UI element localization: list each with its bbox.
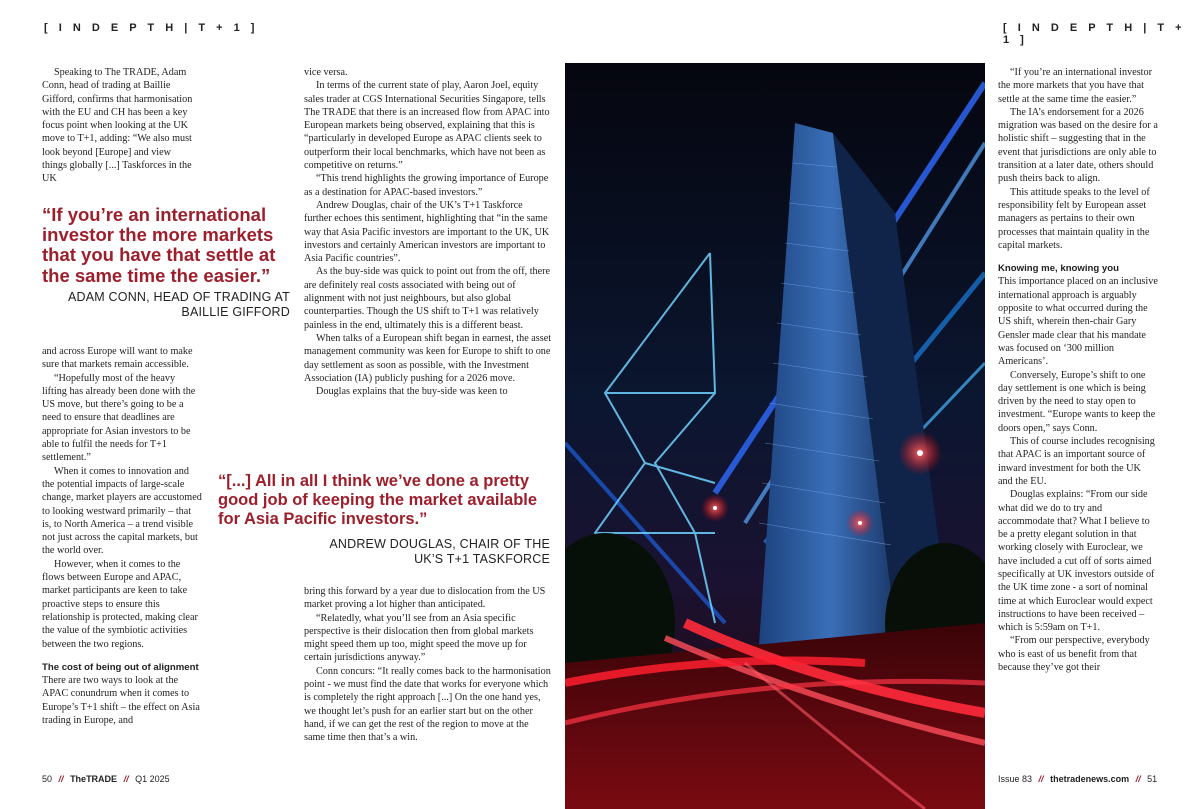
column-2-bottom xyxy=(304,585,552,745)
paragraph: In terms of the current state of play, Aaron Joel, equity sales trader at CGS International Securities Singapore, tells The TRADE that there is an increased flow from APAC into European markets being observed, explaining that this is “particularly in developed Europe as APAC clients seek to outperform their local benchmarks, which have not been as competitive on returns.” xyxy=(304,80,550,172)
footer-left xyxy=(42,774,170,784)
subheading-knowing-me: Knowing me, knowing you xyxy=(998,263,1119,275)
separator: // xyxy=(123,774,129,784)
paragraph: bring this forward by a year due to dislocation from the US market proving a lot higher than anticipated. xyxy=(304,586,546,611)
paragraph: Conn concurs: “It really comes back to the harmonisation point - we must find the date that works for everyone which is completely the right approach [...] On the one hand yes, we thought let’s push for an earlier start but on the other hand, if we can get the rest of the region to move at the same time then that’s a win. xyxy=(304,665,551,744)
paragraph: “Relatedly, what you’ll see from an Asia specific perspective is their dislocation then from global markets might speed them up too, might speed the move up for certain jurisdictions anyway.” xyxy=(304,612,534,664)
issue-number: Issue 83 xyxy=(998,774,1033,784)
pull-quote-conn: “If you’re an international investor the more markets that you have that settle at the same time the easier.” xyxy=(42,204,276,286)
separator: // xyxy=(58,774,64,784)
paragraph: When talks of a European shift began in earnest, the asset management community was keen for Europe to shift to one day settlement as soon as possible, with the Investment Association (IA) publicly pushing for a 2026 move. xyxy=(304,332,552,384)
column-3 xyxy=(998,66,1158,674)
paragraph: vice versa. xyxy=(304,67,348,78)
paragraph: However, when it comes to the flows between Europe and APAC, market participants are keen to take proactive steps to ensure this relationship is protected, making clear the value of the symbiotic activities between the two regions. xyxy=(42,558,198,650)
column-1-bottom xyxy=(42,345,202,727)
separator: // xyxy=(1135,774,1141,784)
paragraph: The IA’s endorsement for a 2026 migration was based on the desire for a holistic shift – suggesting that in the event that jurisdictions are only able to transition at a later date, others should push theirs back to align. xyxy=(998,106,1158,185)
paragraph: There are two ways to look at the APAC conundrum when it comes to Europe’s T+1 shift – the effect on Asia trading in Europe, and xyxy=(42,675,200,727)
paragraph: As the buy-side was quick to point out from the off, there are definitely real costs associated with being out of alignment with not just neighbours, but also global counterparties. Though the US shift to T+1 was relatively painless in the end, ultimately this is a different beast. xyxy=(304,266,551,331)
paragraph: Andrew Douglas, chair of the UK’s T+1 Taskforce further echoes this sentiment, highlighting that “in the same way that Asia Pacific investors are important to the UK, UK investors and certainly American investors are important to Asia Pacific countries”. xyxy=(304,199,550,265)
subheading-cost-of-alignment: The cost of being out of alignment xyxy=(42,661,199,673)
publication-name: TheTRADE xyxy=(70,774,118,784)
paragraph: Douglas explains that the buy-side was keen to xyxy=(316,386,508,398)
page-number: 50 xyxy=(42,774,53,784)
pull-quote-attribution-douglas: ANDREW DOUGLAS, CHAIR OF THE UK’S T+1 TASKFORCE xyxy=(329,537,550,566)
paragraph: “If you’re an international investor the more markets that you have that settle at the same time the easier.” xyxy=(998,67,1153,105)
column-2-top xyxy=(304,66,552,398)
cityscape-photo xyxy=(565,63,985,809)
pull-quote-douglas: “[...] All in all I think we’ve done a pretty good job of keeping the market available for Asia Pacific investors.” xyxy=(218,472,538,528)
section-tag-left: [ I N D E P T H | T + 1 ] xyxy=(44,22,259,34)
paragraph: “From our perspective, everybody who is east of us benefit from that because they’ve got their xyxy=(998,635,1150,674)
paragraph: This importance placed on an inclusive international approach is arguably opposite to what occurred during the US shift, wherein then-chair Gary Gensler made clear that his mandate was focused on ‘300 million Americans’. xyxy=(998,276,1158,368)
paragraph: Conversely, Europe’s shift to one day settlement is one which is being driven by the need to stay open to investment. “Europe wants to keep the doors open,” says Conn. xyxy=(998,369,1156,434)
website-link[interactable]: thetradenews.com xyxy=(1050,774,1130,784)
paragraph: This attitude speaks to the level of responsibility felt by European asset managers as pertains to their own processes that maintain quality in the capital markets. xyxy=(998,186,1150,251)
paragraph: When it comes to innovation and the potential impacts of large-scale change, market players are accustomed to looking westward primarily – that is, to North America – a trend visible not just across the capital markets, but the world over. xyxy=(42,465,202,557)
section-tag-right: [ I N D E P T H | T + 1 ] xyxy=(1003,22,1186,46)
issue-date: Q1 2025 xyxy=(135,774,170,784)
page-number: 51 xyxy=(1147,774,1158,784)
paragraph: “Hopefully most of the heavy lifting has already been done with the US move, but there’s going to be a need to ensure that deadlines are appropriate for Asian investors to be able to fulfil the needs for T+1 settlement.” xyxy=(42,372,196,464)
paragraph: Speaking to The TRADE, Adam Conn, head of trading at Baillie Gifford, confirms that harmonisation with the EU and CH has been a key focus point when looking at the UK move to T+1, adding: “We also must look beyond [Europe] and view things globally [...] Taskforces in the UK xyxy=(42,67,193,185)
footer-right xyxy=(998,774,1157,784)
paragraph: and across Europe will want to make sure that markets remain accessible. xyxy=(42,346,193,371)
separator: // xyxy=(1038,774,1044,784)
paragraph: “This trend highlights the growing importance of Europe as a destination for APAC-based investors.” xyxy=(304,173,549,198)
paragraph: This of course includes recognising that APAC is an important source of inward investment for both the UK and the EU. xyxy=(998,436,1155,487)
paragraph: Douglas explains: “From our side what did we do to try and accommodate that? What I believe to be a pretty elegant solution in that working closely with Euroclear, we have included a cut off of sorts aimed specifically at UK investors outside of the UK time zone - a sort of nominal time at which Euroclear would expect instructions to have been received – which is 5:59am on T+1. xyxy=(998,489,1155,634)
column-1-top xyxy=(42,66,198,186)
pull-quote-attribution-conn: ADAM CONN, HEAD OF TRADING AT BAILLIE GIFFORD xyxy=(67,290,290,319)
